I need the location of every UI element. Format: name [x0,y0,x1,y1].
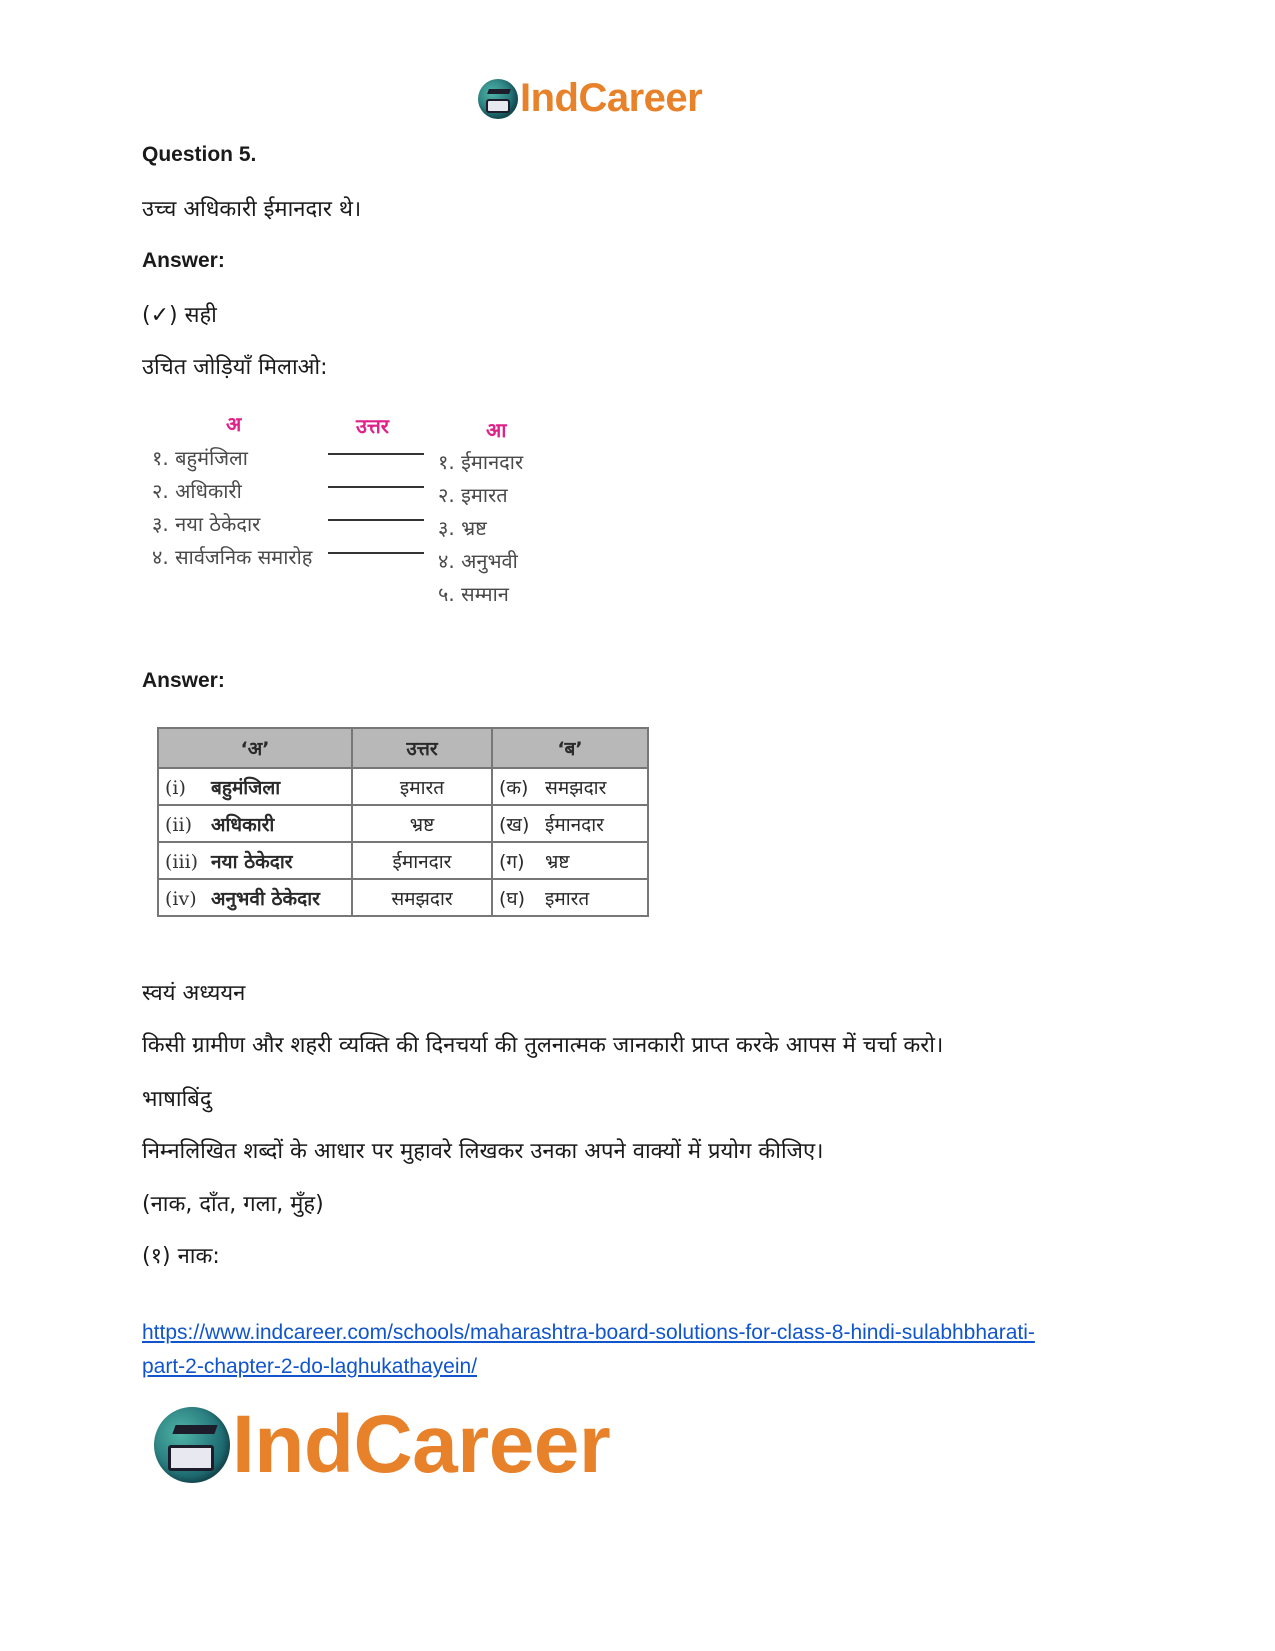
col-answer-header: उत्तर [356,414,389,438]
list-item: ५. सम्मान [438,582,509,606]
grammar-words: (नाक, दाँत, गला, मुँह) [142,1192,324,1217]
list-item: २. इमारत [438,483,508,507]
table-cell-a: (i) बहुमंजिला [158,768,352,805]
col-a-list [152,442,312,574]
table-cell-answer: समझदार [352,879,492,916]
table-cell-answer: भ्रष्ट [352,805,492,842]
grammar-title: भाषाबिंदु [142,1087,212,1112]
table-row [158,879,648,916]
footer-logo [154,1398,610,1492]
self-study-title: स्वयं अध्ययन [142,981,246,1006]
col-b-header: आ [486,418,507,442]
table-row [158,805,648,842]
col-b-list [438,446,523,611]
grammar-item-1: (१) नाक: [142,1244,220,1269]
list-item: ३. नया ठेकेदार [152,512,261,536]
list-item: १. ईमानदार [438,450,524,474]
table-cell-b: (ग) भ्रष्ट [492,842,648,879]
table-header-row [158,728,648,768]
answer-blank [328,552,424,554]
source-link-line-1[interactable]: https://www.indcareer.com/schools/maharashtra-board-solutions-for-class-8-hindi-sulabhbharati- [142,1321,1035,1344]
table-cell-answer: इमारत [352,768,492,805]
answer-table [157,727,649,917]
list-item: ४. अनुभवी [438,549,518,573]
table-row [158,842,648,879]
match-exercise [150,408,550,618]
list-item: ४. सार्वजनिक समारोह [152,545,313,569]
match-instruction: उचित जोड़ियाँ मिलाओ: [142,355,328,380]
header-logo-text: IndCareer [520,76,703,120]
table-cell-a: (iii) नया ठेकेदार [158,842,352,879]
list-item: ३. भ्रष्ट [438,516,487,540]
table-cell-a: (ii) अधिकारी [158,805,352,842]
list-item: २. अधिकारी [152,479,242,503]
table-header-b: ‘ब’ [492,728,648,768]
table-header-a: ‘अ’ [158,728,352,768]
col-a-header: अ [226,412,242,436]
answer-label-2: Answer: [142,669,225,692]
source-link[interactable] [142,1316,1142,1384]
table-cell-b: (क) समझदार [492,768,648,805]
answer-blank [328,486,424,488]
footer-logo-text: IndCareer [232,1399,611,1490]
self-study-text: किसी ग्रामीण और शहरी व्यक्ति की दिनचर्या की तुलनात्मक जानकारी प्राप्त करके आपस में चर्चा करो। [142,1033,944,1058]
table-header-answer: उत्तर [352,728,492,768]
table-cell-a: (iv) अनुभवी ठेकेदार [158,879,352,916]
question-title: Question 5. [142,143,257,166]
answer-value: (✓) सही [142,303,217,328]
table-row [158,768,648,805]
answer-blank [328,453,424,455]
source-link-line-2[interactable]: part-2-chapter-2-do-laghukathayein/ [142,1355,478,1378]
graduation-globe-icon [154,1407,230,1483]
grammar-instruction: निम्नलिखित शब्दों के आधार पर मुहावरे लिखकर उनका अपने वाक्यों में प्रयोग कीजिए। [142,1139,824,1164]
question-statement: उच्च अधिकारी ईमानदार थे। [142,197,362,222]
header-logo [478,76,702,121]
answer-blank [328,519,424,521]
table-cell-answer: ईमानदार [352,842,492,879]
graduation-globe-icon [478,79,518,119]
table-cell-b: (ख) ईमानदार [492,805,648,842]
answer-label: Answer: [142,249,225,272]
table-cell-b: (घ) इमारत [492,879,648,916]
list-item: १. बहुमंजिला [152,446,248,470]
